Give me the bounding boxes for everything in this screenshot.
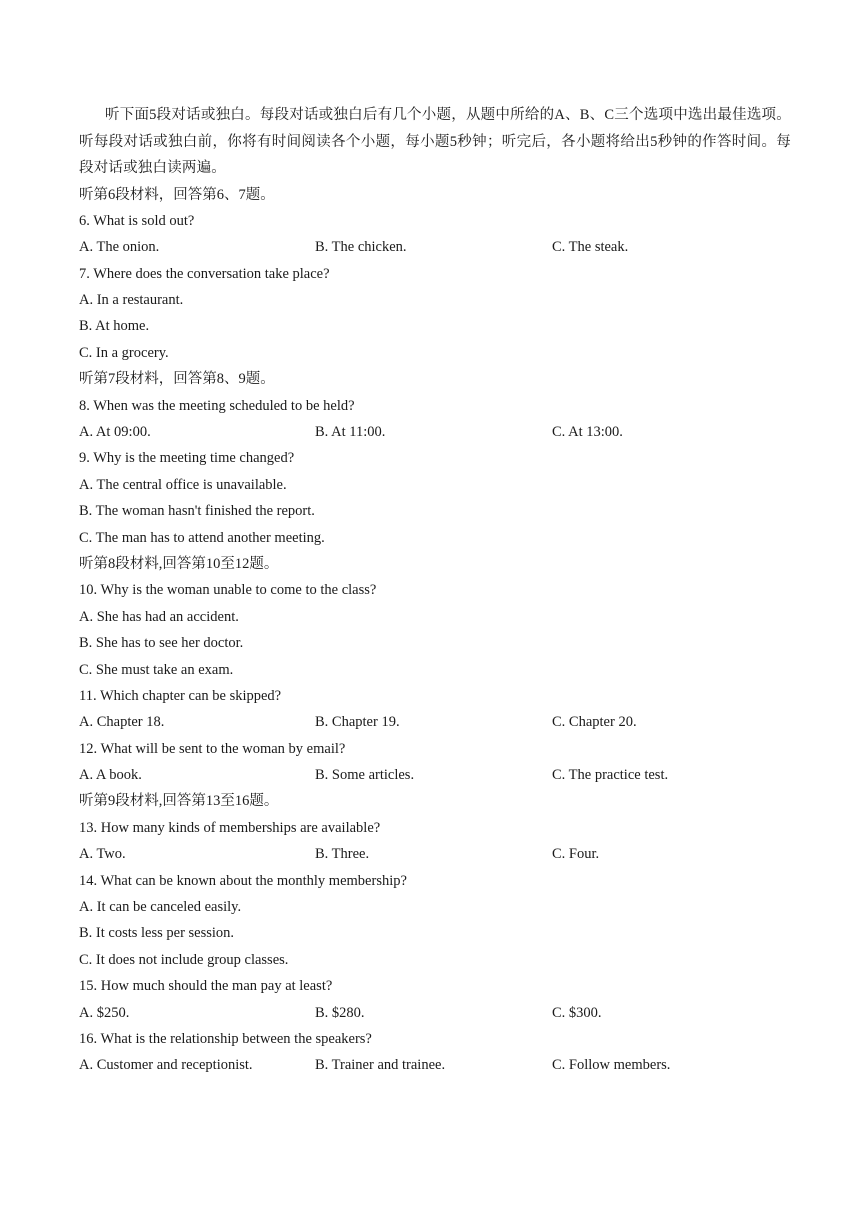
answer-option: C. The practice test. [552,767,669,784]
answer-option: C. Four. [552,846,600,863]
question-stem: 13. How many kinds of memberships are available? [79,819,381,836]
answer-option: A. In a restaurant. [79,292,184,309]
question-list [79,182,791,1079]
answer-option: B. She has to see her doctor. [79,635,244,652]
question-stem: 7. Where does the conversation take place? [79,265,330,282]
answer-option: A. Chapter 18. [79,714,165,731]
answer-option: B. It costs less per session. [79,925,235,942]
answer-option: B. Chapter 19. [315,714,400,731]
options-row [79,419,791,445]
answer-option: A. Customer and receptionist. [79,1057,253,1074]
options-row [79,1052,791,1078]
section-heading: 听第7段材料，回答第8、9题。 [79,371,275,388]
answer-option: C. She must take an exam. [79,661,234,678]
options-row [79,709,791,735]
section-heading: 听第6段材料，回答第6、7题。 [79,186,275,203]
exam-page [79,102,791,1079]
answer-option: B. Trainer and trainee. [315,1057,446,1074]
options-row [79,841,791,867]
answer-option: A. At 09:00. [79,424,151,441]
answer-option: A. A book. [79,767,142,784]
question-stem: 6. What is sold out? [79,212,195,229]
answer-option: B. At 11:00. [315,424,386,441]
answer-option: B. $280. [315,1004,365,1021]
answer-option: A. $250. [79,1004,130,1021]
question-stem: 15. How much should the man pay at least? [79,978,333,995]
answer-option: C. The steak. [552,239,629,256]
answer-option: A. The central office is unavailable. [79,476,287,493]
answer-option: B. The woman hasn't finished the report. [79,503,315,520]
answer-option: C. Chapter 20. [552,714,637,731]
answer-option: B. The chicken. [315,239,407,256]
options-row [79,762,791,788]
question-stem: 8. When was the meeting scheduled to be held? [79,397,355,414]
options-row [79,1000,791,1026]
answer-option: B. At home. [79,318,150,335]
question-stem: 16. What is the relationship between the speakers? [79,1031,372,1047]
section-heading: 听第9段材料,回答第13至16题。 [79,793,279,810]
answer-option: A. The onion. [79,239,160,256]
answer-option: C. $300. [552,1004,602,1021]
question-stem: 11. Which chapter can be skipped? [79,687,282,704]
answer-option: A. It can be canceled easily. [79,899,242,916]
question-stem: 10. Why is the woman unable to come to the class? [79,582,377,599]
answer-option: B. Some articles. [315,767,415,784]
answer-option: C. In a grocery. [79,344,169,361]
answer-option: C. At 13:00. [552,424,623,441]
question-stem: 14. What can be known about the monthly membership? [79,872,407,889]
question-stem: 9. Why is the meeting time changed? [79,450,295,467]
answer-option: C. Follow members. [552,1057,671,1074]
answer-option: C. It does not include group classes. [79,951,289,968]
answer-option: B. Three. [315,846,370,863]
answer-option: A. She has had an accident. [79,608,239,625]
answer-option: C. The man has to attend another meeting. [79,529,325,546]
options-row [79,234,791,260]
section-heading: 听第8段材料,回答第10至12题。 [79,555,279,572]
answer-option: A. Two. [79,846,126,863]
instructions-paragraph: 听下面5段对话或独白。每段对话或独白后有几个小题，从题中所给的A、B、C三个选项中选出最佳选项。听每段对话或独白前，你将有时间阅读各个小题，每小题5秒钟；听完后，各小题将给出5秒钟的作答时间。每段对话或独白读两遍。 [79,107,791,176]
question-stem: 12. What will be sent to the woman by email? [79,740,346,757]
